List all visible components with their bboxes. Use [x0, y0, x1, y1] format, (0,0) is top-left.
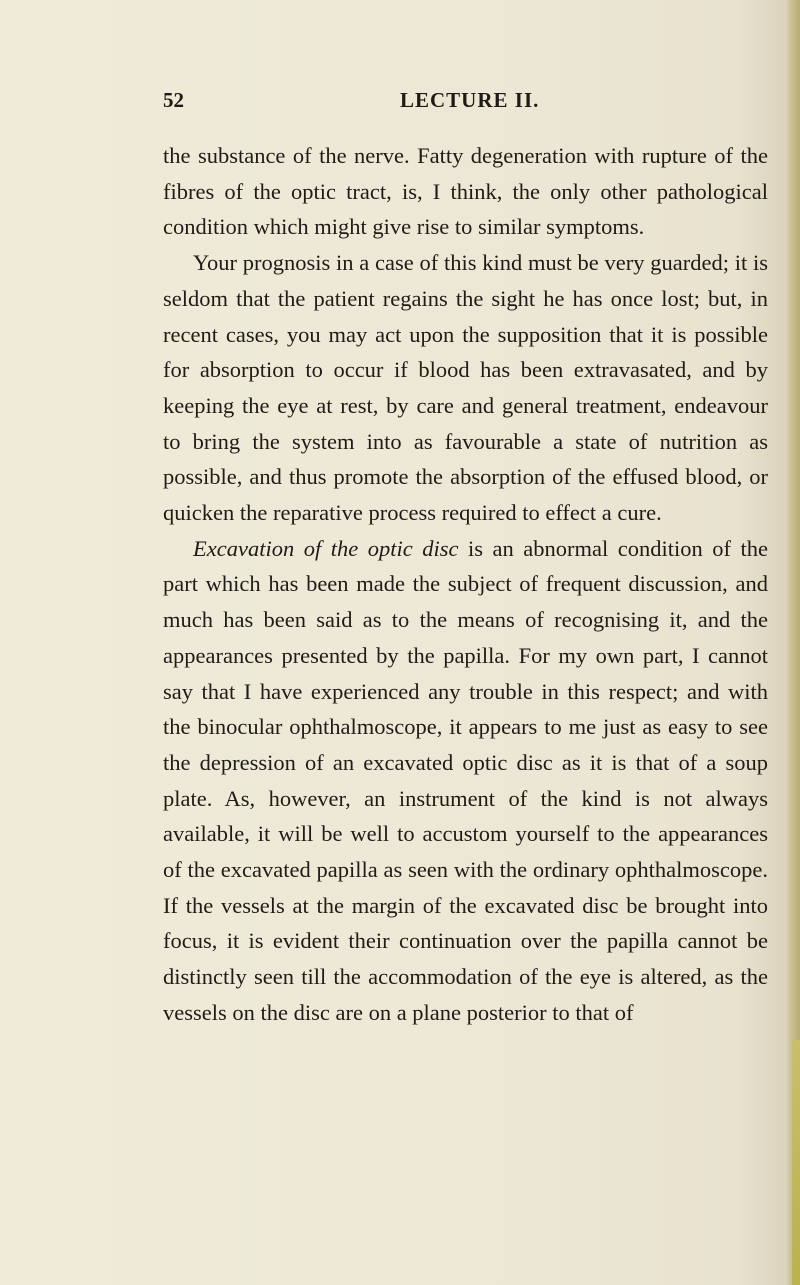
paragraph-2: Your prognosis in a case of this kind must be very guarded; it is seldom that the patient regains the sight he has once lost; but, in recent cases, you may act upon the supposition that it is possible for absorption to occur if blood has been extravasated, and by keeping the eye at rest, by care and general treatment, endeavour to bring the system into as favourable a state of nutrition as possible, and thus promote the absorption of the effused blood, or quicken the reparative process required to effect a cure.: [163, 250, 768, 526]
page-edge: [786, 0, 800, 1285]
page-header: [163, 88, 763, 118]
page-number: 52: [163, 88, 184, 112]
body-text: [163, 138, 768, 1031]
paragraph-3: [163, 531, 768, 1031]
running-head: LECTURE II.: [400, 88, 540, 112]
italic-term: Excavation of the optic disc: [193, 535, 459, 561]
paragraph-1: the substance of the nerve. Fatty degeneration with rupture of the fibres of the optic tract, is, I think, the only other pathological condition which might give rise to similar symptoms.: [163, 143, 768, 240]
paragraph-3-text: is an abnormal condition of the part which has been made the subject of frequent discussion, and much has been said as to the means of recognising it, and the appearances presented by the papilla. For my own part, I cannot say that I have experienced any trouble in this respect; and with the binocular ophthalmoscope, it appears to me just as easy to see the depression of an excavated optic disc as it is that of a soup plate. As, however, an instrument of the kind is not always available, it will be well to accustom yourself to the appearances of the excavated papilla as seen with the ordinary ophthalmoscope. If the vessels at the margin of the excavated disc be brought into focus, it is evident their continuation over the papilla cannot be distinctly seen till the accommodation of the eye is altered, as the vessels on the disc are on a plane posterior to that of: [163, 535, 768, 1025]
